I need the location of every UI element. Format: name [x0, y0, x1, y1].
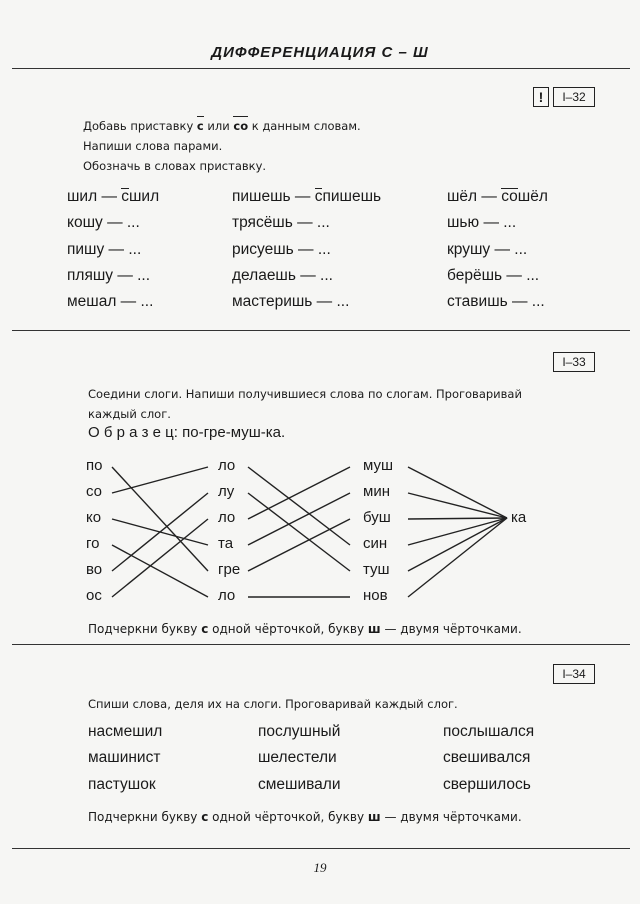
syllable: лу: [218, 483, 235, 500]
word: насмешил: [88, 723, 163, 740]
instruction-line-1: Добавь приставку с или со к данным словам.: [83, 116, 361, 136]
base-word: мастеришь — ...: [232, 293, 350, 310]
base-word: пишешь —: [232, 188, 315, 205]
connector-line: [112, 545, 208, 597]
word-rest: шил: [129, 188, 160, 205]
syllable: та: [218, 535, 234, 552]
base-word: кошу — ...: [67, 214, 140, 231]
connector-line: [248, 519, 350, 571]
base-word: рисуешь — ...: [232, 241, 331, 258]
base-word: делаешь — ...: [232, 267, 333, 284]
word: послушный: [258, 723, 341, 740]
base-word: крушу — ...: [447, 241, 528, 258]
base-word: мешал — ...: [67, 293, 154, 310]
instruction: Соедини слоги. Напиши получившиеся слова по слогам. Проговаривай каждый слог.: [88, 387, 522, 421]
connector-line: [248, 467, 350, 545]
word: свешивался: [443, 749, 531, 766]
syllable: во: [86, 561, 103, 578]
prefix-so: со: [233, 116, 248, 136]
syllable: со: [86, 483, 103, 500]
syllable: нов: [363, 587, 388, 604]
word: пастушок: [88, 776, 156, 793]
word-rest: шёл: [517, 188, 548, 205]
divider: [12, 848, 630, 849]
syllable: ло: [218, 457, 236, 474]
word: свершилось: [443, 776, 531, 793]
syllable: гре: [218, 561, 241, 578]
page-title: ДИФФЕРЕНЦИАЦИЯ С – Ш: [211, 44, 429, 61]
prefix: с: [121, 188, 129, 205]
target-syllable: ка: [511, 509, 527, 526]
word: шелестели: [258, 749, 337, 766]
prefix: с: [314, 188, 323, 205]
prefix: со: [501, 188, 518, 205]
base-word: ставишь — ...: [447, 293, 545, 310]
syllable: син: [363, 535, 388, 552]
syllable: по: [86, 457, 103, 474]
word: машинист: [88, 749, 161, 766]
connector-line: [408, 518, 507, 597]
attention-mark: !: [533, 87, 549, 107]
connector-line: [112, 493, 208, 571]
base-word: пишу — ...: [67, 241, 142, 258]
syllable: ло: [218, 509, 236, 526]
instruction: Спиши слова, деля их на слоги. Проговаривай каждый слог.: [88, 697, 458, 711]
word: послышался: [443, 723, 535, 740]
exercise-number: I–32: [553, 87, 595, 107]
connector-line: [408, 518, 507, 519]
page-number: 19: [313, 860, 327, 875]
syllable: муш: [363, 457, 394, 474]
connector-line: [408, 518, 507, 545]
connector-line: [248, 467, 350, 519]
prefix-s: с: [197, 116, 204, 136]
base-word: трясёшь — ...: [232, 214, 330, 231]
connector-line: [248, 493, 350, 571]
base-word: шёл —: [447, 188, 502, 205]
sample-value: по-гре-муш-ка.: [182, 424, 286, 441]
connector-line: [408, 493, 507, 518]
exercise-number: I–33: [553, 352, 595, 372]
connector-line: [112, 467, 208, 493]
syllable: ло: [218, 587, 236, 604]
base-word: пляшу — ...: [67, 267, 151, 284]
divider: [12, 644, 630, 645]
syllable: ко: [86, 509, 102, 526]
instruction-line-2: Напиши слова парами.: [83, 139, 223, 153]
exercise-number: I–34: [553, 664, 595, 684]
connector-line: [408, 518, 507, 571]
base-word: шил —: [67, 188, 122, 205]
syllable: го: [86, 535, 100, 552]
syllable: мин: [363, 483, 390, 500]
underline-instruction: Подчеркни букву с одной чёрточкой, букву ш — двумя чёрточками.: [88, 622, 522, 636]
base-word: шью — ...: [447, 214, 517, 231]
connector-line: [408, 467, 507, 518]
underline-instruction: Подчеркни букву с одной чёрточкой, букву ш — двумя чёрточками.: [88, 810, 522, 824]
word-rest: пишешь: [322, 188, 382, 205]
connector-line: [112, 519, 208, 597]
syllable: туш: [363, 561, 390, 578]
word: смешивали: [258, 776, 341, 793]
base-word: берёшь — ...: [447, 267, 540, 284]
sample-label: О б р а з е ц:: [88, 424, 178, 441]
syllable: буш: [363, 509, 391, 526]
connector-line: [248, 493, 350, 545]
connector-line: [112, 467, 208, 571]
syllable: ос: [86, 587, 102, 604]
instruction-line-3: Обозначь в словах приставку.: [83, 159, 267, 173]
